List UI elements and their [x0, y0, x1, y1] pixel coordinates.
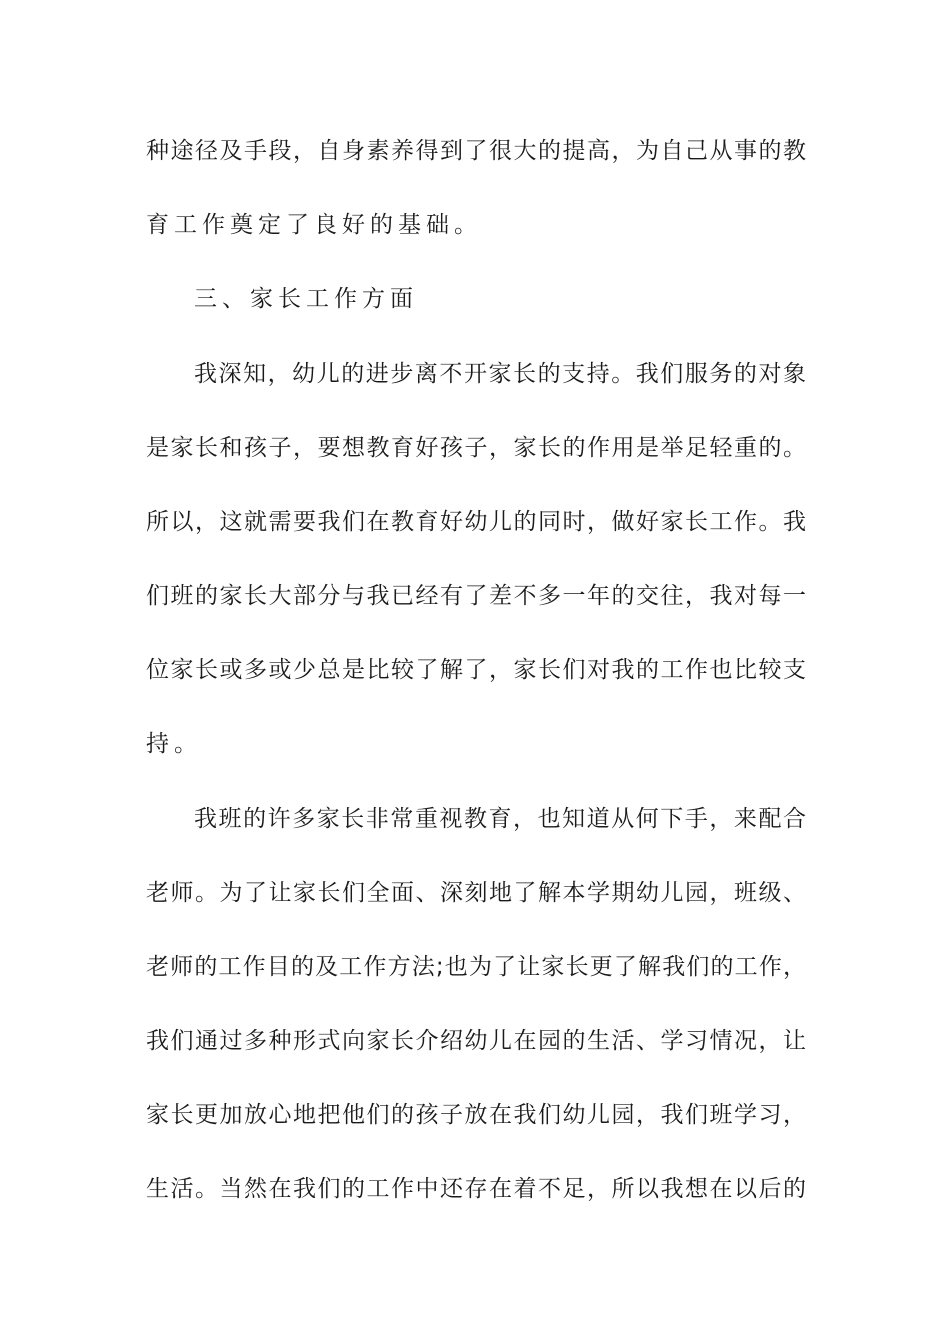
text-line: 老师的工作目的及工作方法;也为了让家长更了解我们的工作， — [146, 954, 806, 980]
text-line: 育工作奠定了良好的基础。 — [146, 212, 482, 238]
text-line: 老师。为了让家长们全面、深刻地了解本学期幼儿园，班级、 — [146, 880, 806, 906]
text-line: 是家长和孩子，要想教育好孩子，家长的作用是举足轻重的。 — [146, 435, 806, 461]
text-line: 们班的家长大部分与我已经有了差不多一年的交往，我对每一 — [146, 583, 806, 609]
text-line: 我们通过多种形式向家长介绍幼儿在园的生活、学习情况，让 — [146, 1028, 806, 1054]
text-line: 所以，这就需要我们在教育好幼儿的同时，做好家长工作。我 — [146, 509, 806, 535]
text-line: 生活。当然在我们的工作中还存在着不足，所以我想在以后的 — [146, 1176, 806, 1202]
text-line: 位家长或多或少总是比较了解了，家长们对我的工作也比较支 — [146, 657, 806, 683]
text-line: 家长更加放心地把他们的孩子放在我们幼儿园，我们班学习， — [146, 1102, 806, 1128]
text-line: 我班的许多家长非常重视教育，也知道从何下手，来配合 — [194, 806, 806, 832]
text-line: 我深知，幼儿的进步离不开家长的支持。我们服务的对象 — [194, 361, 806, 387]
text-line: 持。 — [146, 731, 202, 757]
section-heading: 三、家长工作方面 — [194, 286, 418, 312]
text-line: 种途径及手段，自身素养得到了很大的提高，为自己从事的教 — [146, 138, 806, 164]
